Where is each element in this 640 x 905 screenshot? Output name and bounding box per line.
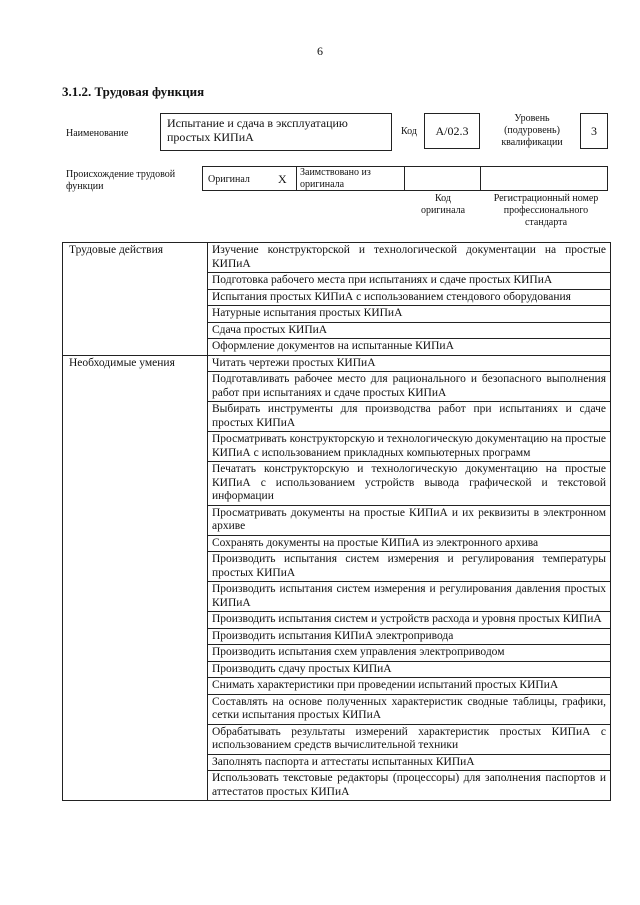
item-cell: Изучение конструкторской и технологической документации на простые КИПиА <box>208 243 611 273</box>
item-cell: Использовать текстовые редакторы (процессоры) для заполнения паспортов и аттестатов простых КИПиА <box>208 771 611 801</box>
borrowed-label: Заимствовано из оригинала <box>300 167 371 190</box>
item-cell: Производить испытания систем измерения и регулирования температуры простых КИПиА <box>208 552 611 582</box>
item-cell: Производить испытания КИПиА электропривода <box>208 628 611 645</box>
category-cell: Необходимые умения <box>63 355 208 801</box>
code-value: A/02.3 <box>435 124 469 138</box>
function-table <box>62 242 611 801</box>
origin-box <box>202 166 608 191</box>
item-cell: Производить сдачу простых КИПиА <box>208 661 611 678</box>
item-cell: Подготовка рабочего места при испытаниях и сдаче простых КИПиА <box>208 273 611 290</box>
code-orig-label: Код оригинала <box>420 193 466 216</box>
name-value: Испытание и сдача в эксплуатацию простых КИПиА <box>167 116 348 144</box>
item-cell: Оформление документов на испытанные КИПиА <box>208 339 611 356</box>
item-cell: Обрабатывать результаты измерений характеристик простых КИПиА с использованием средств вычислительной техники <box>208 724 611 754</box>
item-cell: Подготавливать рабочее место для рационального и безопасного выполнения работ при испытаниях и сдаче простых КИПиА <box>208 372 611 402</box>
level-value-box <box>580 113 608 149</box>
item-cell: Просматривать конструкторскую и технологическую документацию на простые КИПиА с использованием прикладных компьютерных программ <box>208 432 611 462</box>
item-cell: Снимать характеристики при проведении испытаний простых КИПиА <box>208 678 611 695</box>
name-label: Наименование <box>66 128 129 139</box>
item-cell: Составлять на основе полученных характеристик сводные таблицы, графики, сетки испытания простых КИПиА <box>208 694 611 724</box>
item-cell: Производить испытания систем измерения и регулирования давления простых КИПиА <box>208 582 611 612</box>
origin-label: Происхождение трудовой функции <box>66 169 176 192</box>
category-cell: Трудовые действия <box>63 243 208 356</box>
item-cell: Просматривать документы на простые КИПиА и их реквизиты в электронном архиве <box>208 505 611 535</box>
item-cell: Выбирать инструменты для производства работ при испытаниях и сдаче простых КИПиА <box>208 402 611 432</box>
item-cell: Производить испытания схем управления электроприводом <box>208 645 611 662</box>
name-value-box <box>160 113 392 151</box>
original-mark: X <box>278 172 287 186</box>
code-label: Код <box>401 126 417 137</box>
page-number: 6 <box>317 44 323 58</box>
code-value-box <box>424 113 480 149</box>
item-cell: Испытания простых КИПиА с использованием стендового оборудования <box>208 289 611 306</box>
level-value: 3 <box>591 124 597 138</box>
item-cell: Читать чертежи простых КИПиА <box>208 355 611 372</box>
origin-divider-1 <box>296 166 297 191</box>
section-title: 3.1.2. Трудовая функция <box>62 84 205 99</box>
reg-number-label: Регистрационный номер профессионального стандарта <box>493 193 599 228</box>
origin-divider-2 <box>404 166 405 191</box>
original-label: Оригинал <box>208 174 250 185</box>
item-cell: Производить испытания систем и устройств расхода и уровня простых КИПиА <box>208 612 611 629</box>
level-label: Уровень (подуровень) квалификации <box>501 113 563 148</box>
item-cell: Сохранять документы на простые КИПиА из электронного архива <box>208 535 611 552</box>
origin-divider-3 <box>480 166 481 191</box>
item-cell: Сдача простых КИПиА <box>208 322 611 339</box>
item-cell: Заполнять паспорта и аттестаты испытанных КИПиА <box>208 754 611 771</box>
table-row <box>63 243 611 273</box>
item-cell: Натурные испытания простых КИПиА <box>208 306 611 323</box>
item-cell: Печатать конструкторскую и технологическую документацию на простые КИПиА с использованием устройств вывода графической и текстовой информации <box>208 462 611 506</box>
table-row <box>63 355 611 372</box>
